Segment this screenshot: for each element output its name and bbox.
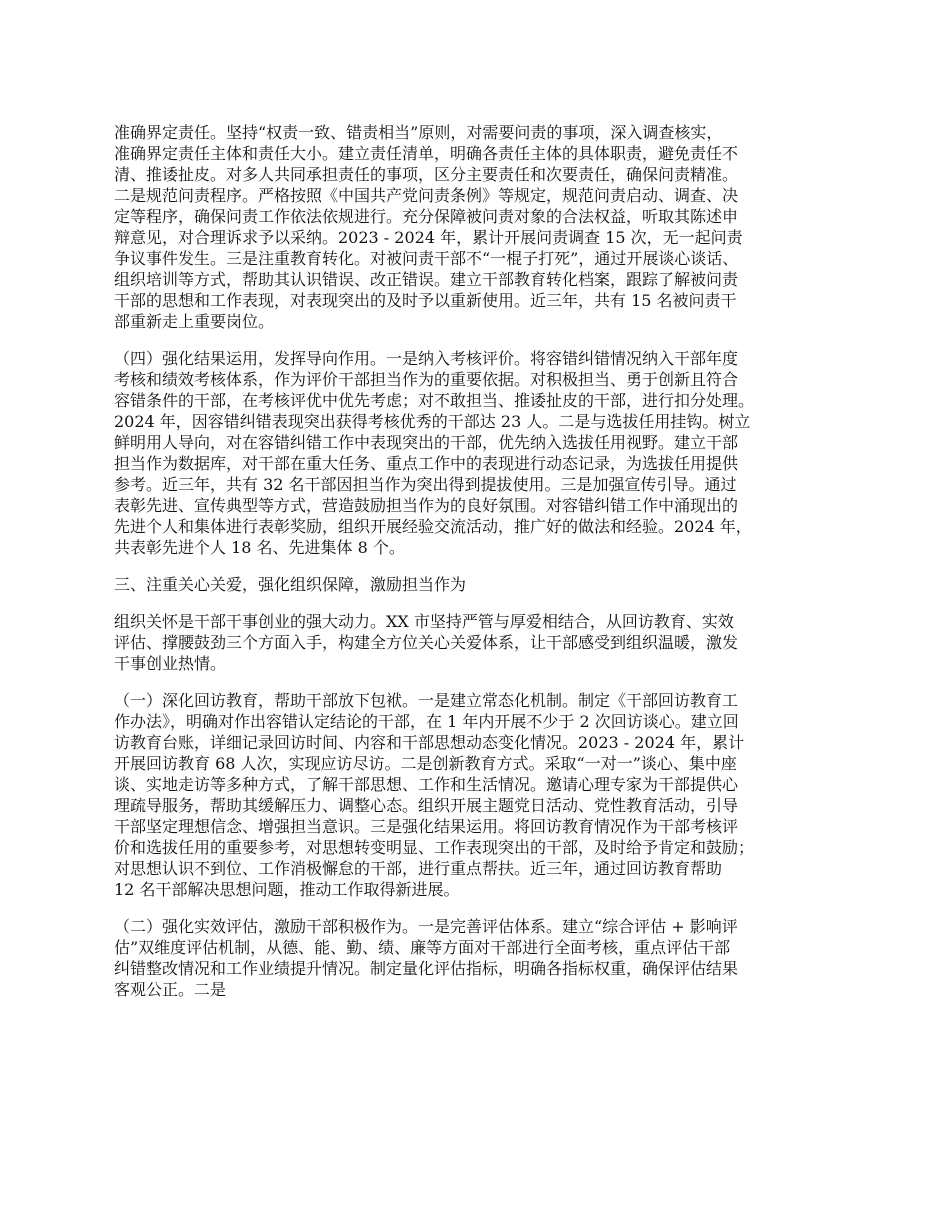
- paragraph: [114, 690, 864, 900]
- text-line: 考核和绩效考核体系，作为评价干部担当作为的重要依据。对积极担当、勇于创新且符合: [114, 370, 739, 389]
- text-line: 评估、撑腰鼓劲三个方面入手，构建全方位关心关爱体系，让干部感受到组织温暖，激发: [114, 633, 739, 652]
- text-line: （一）深化回访教育，帮助干部放下包袱。一是建立常态化机制。制定《干部回访教育工: [114, 691, 739, 710]
- text-line: 争议事件发生。三是注重教育转化。对被问责干部不“一棍子打死”，通过开展谈心谈话、: [114, 249, 739, 268]
- paragraph: [114, 122, 864, 332]
- text-line: 开展回访教育 68 人次，实现应访尽访。二是创新教育方式。采取“一对一”谈心、集中座: [114, 754, 737, 773]
- text-line: （二）强化实效评估，激励干部积极作为。一是完善评估体系。建立“综合评估 + 影响评: [114, 917, 738, 936]
- document-page: [114, 122, 864, 1016]
- text-line: 干事创业热情。: [114, 654, 227, 673]
- text-line: 担当作为数据库，对干部在重大任务、重点工作中的表现进行动态记录，为选拔任用提供: [114, 454, 739, 473]
- text-line: 客观公正。二是: [114, 980, 227, 999]
- text-line: 访教育台账，详细记录回访时间、内容和干部思想动态变化情况。2023 - 2024 年，累计: [114, 733, 745, 752]
- text-line: 对思想认识不到位、工作消极懈怠的干部，进行重点帮扶。近三年，通过回访教育帮助: [114, 859, 723, 878]
- text-line: 准确界定责任。坚持“权责一致、错责相当”原则，对需要问责的事项，深入调查核实，: [114, 123, 723, 142]
- text-line: 定等程序，确保问责工作依法依规进行。充分保障被问责对象的合法权益，听取其陈述申: [114, 207, 739, 226]
- text-line: 组织关怀是干部干事创业的强大动力。XX 市坚持严管与厚爱相结合，从回访教育、实效: [114, 612, 734, 631]
- text-line: 干部的思想和工作表现，对表现突出的及时予以重新使用。近三年，共有 15 名被问责干: [114, 291, 737, 310]
- text-line: 2024 年，因容错纠错表现突出获得考核优秀的干部达 23 人。二是与选拔任用挂钩。树立: [114, 412, 751, 431]
- text-line: 清、推诿扯皮。对多人共同承担责任的事项，区分主要责任和次要责任，确保问责精准。: [114, 165, 739, 184]
- text-line: 部重新走上重要岗位。: [114, 312, 275, 331]
- text-line: 共表彰先进个人 18 名、先进集体 8 个。: [114, 538, 405, 557]
- paragraph: [114, 574, 864, 595]
- text-line: 表彰先进、宣传典型等方式，营造鼓励担当作为的良好氛围。对容错纠错工作中涌现出的: [114, 496, 739, 515]
- text-line: 三、注重关心关爱，强化组织保障，激励担当作为: [114, 575, 467, 594]
- text-line: 12 名干部解决思想问题，推动工作取得新进展。: [114, 880, 460, 899]
- text-line: 辩意见，对合理诉求予以采纳。2023 - 2024 年，累计开展问责调查 15 次，无一起问责: [114, 228, 743, 247]
- text-line: 干部坚定理想信念、增强担当意识。三是强化结果运用。将回访教育情况作为干部考核评: [114, 817, 739, 836]
- text-line: 二是规范问责程序。严格按照《中国共产党问责条例》等规定，规范问责启动、调查、决: [114, 186, 739, 205]
- text-line: （四）强化结果运用，发挥导向作用。一是纳入考核评价。将容错纠错情况纳入干部年度: [114, 349, 739, 368]
- text-line: 组织培训等方式，帮助其认识错误、改正错误。建立干部教育转化档案，跟踪了解被问责: [114, 270, 739, 289]
- text-line: 价和选拔任用的重要参考，对思想转变明显、工作表现突出的干部，及时给予肯定和鼓励；: [114, 838, 755, 857]
- text-line: 纠错整改情况和工作业绩提升情况。制定量化评估指标，明确各指标权重，确保评估结果: [114, 959, 739, 978]
- text-line: 鲜明用人导向，对在容错纠错工作中表现突出的干部，优先纳入选拔任用视野。建立干部: [114, 433, 739, 452]
- text-line: 参考。近三年，共有 32 名干部因担当作为突出得到提拔使用。三是加强宣传引导。通过: [114, 475, 737, 494]
- paragraph: [114, 348, 864, 558]
- text-line: 估”双维度评估机制，从德、能、勤、绩、廉等方面对干部进行全面考核，重点评估干部: [114, 938, 731, 957]
- text-line: 先进个人和集体进行表彰奖励，组织开展经验交流活动，推广好的做法和经验。2024 年，: [114, 517, 752, 536]
- paragraph: [114, 916, 864, 1000]
- text-line: 谈、实地走访等多种方式，了解干部思想、工作和生活情况。邀请心理专家为干部提供心: [114, 775, 739, 794]
- text-line: 作办法》，明确对作出容错认定结论的干部，在 1 年内开展不少于 2 次回访谈心。建立回: [114, 712, 739, 731]
- paragraph: [114, 611, 864, 674]
- text-line: 理疏导服务，帮助其缓解压力、调整心态。组织开展主题党日活动、党性教育活动，引导: [114, 796, 739, 815]
- text-line: 容错条件的干部，在考核评优中优先考虑；对不敢担当、推诿扯皮的干部，进行扣分处理。: [114, 391, 755, 410]
- text-line: 准确界定责任主体和责任大小。建立责任清单，明确各责任主体的具体职责，避免责任不: [114, 144, 739, 163]
